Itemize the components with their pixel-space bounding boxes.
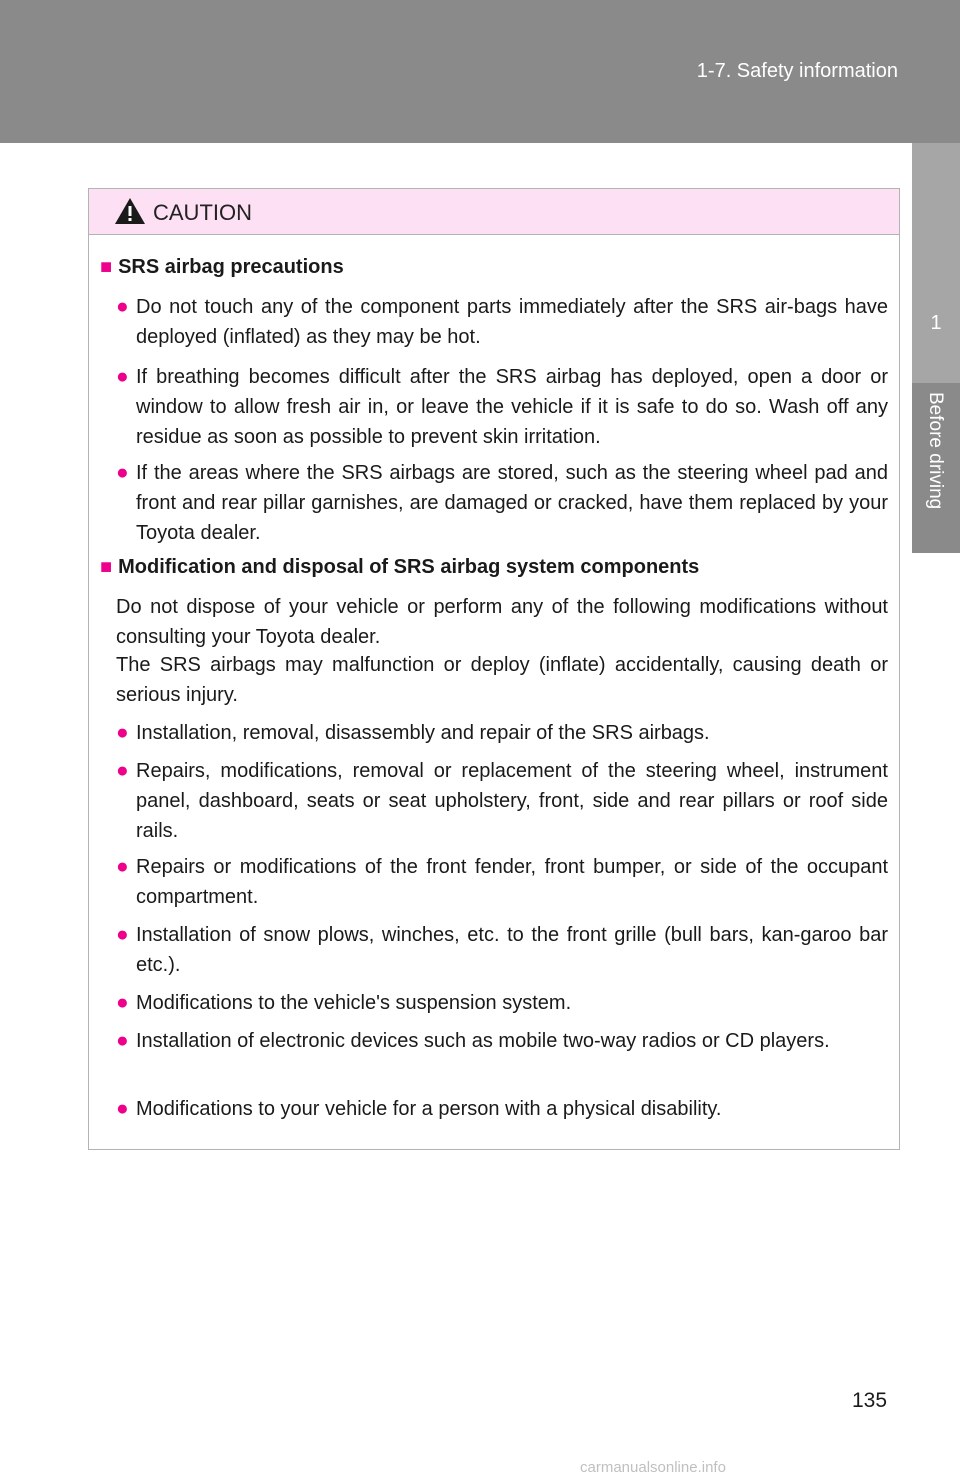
list-item: ● If breathing becomes difficult after the SRS airbag has deployed, open a door or window to allow fresh air in, or leave the vehicle if it is safe to do so. Wash off any residue as soon as possible to prevent skin irritation. [116, 362, 888, 452]
paragraph: Do not dispose of your vehicle or perform any of the following modifications without consulting your Toyota dealer. [116, 596, 888, 648]
list-item: ● Modifications to the vehicle's suspension system. [116, 988, 888, 1018]
section-title: 1-7. Safety information [696, 60, 898, 82]
circle-bullet-icon: ● [116, 1029, 129, 1052]
square-marker-icon: ■ [100, 256, 113, 278]
watermark: carmanualsonline.info [580, 1459, 726, 1476]
list-item: ● Do not touch any of the component parts immediately after the SRS air-bags have deployed (inflated) as they may be hot. [116, 292, 888, 352]
circle-bullet-icon: ● [116, 461, 129, 484]
list-item: ● Installation of electronic devices such as mobile two-way radios or CD players. [116, 1026, 888, 1056]
list-item: ● Modifications to your vehicle for a person with a physical disability. [116, 1094, 888, 1124]
circle-bullet-icon: ● [116, 923, 129, 946]
circle-bullet-icon: ● [116, 365, 129, 388]
page-number: 135 [852, 1389, 888, 1412]
warning-triangle-icon [114, 197, 146, 225]
list-item: ● Repairs or modifications of the front fender, front bumper, or side of the occupant compartment. [116, 852, 888, 912]
circle-bullet-icon: ● [116, 855, 129, 878]
list-item: ● If the areas where the SRS airbags are stored, such as the steering wheel pad and front and rear pillar garnishes, are damaged or cracked, have them replaced by your Toyota dealer. [116, 458, 888, 548]
circle-bullet-icon: ● [116, 991, 129, 1014]
section-heading: ■ SRS airbag precautions [100, 256, 344, 278]
circle-bullet-icon: ● [116, 759, 129, 782]
caution-header [89, 189, 899, 235]
paragraph: The SRS airbags may malfunction or deploy (inflate) accidentally, causing death or serious injury. [116, 654, 888, 706]
caution-title: CAUTION [153, 200, 252, 225]
section-heading: ■ Modification and disposal of SRS airbag system components [100, 556, 700, 578]
circle-bullet-icon: ● [116, 1097, 129, 1120]
chapter-label: Before driving [925, 392, 946, 510]
chapter-number: 1 [930, 312, 942, 334]
circle-bullet-icon: ● [116, 721, 129, 744]
square-marker-icon: ■ [100, 556, 113, 578]
list-item: ● Installation of snow plows, winches, etc. to the front grille (bull bars, kan-garoo bar etc.). [116, 920, 888, 980]
circle-bullet-icon: ● [116, 295, 129, 318]
list-item: ● Installation, removal, disassembly and repair of the SRS airbags. [116, 718, 888, 748]
chapter-tab [912, 143, 960, 383]
list-item: ● Repairs, modifications, removal or replacement of the steering wheel, instrument panel, dashboard, seats or seat upholstery, front, side and rear pillars or roof side rails. [116, 756, 888, 846]
